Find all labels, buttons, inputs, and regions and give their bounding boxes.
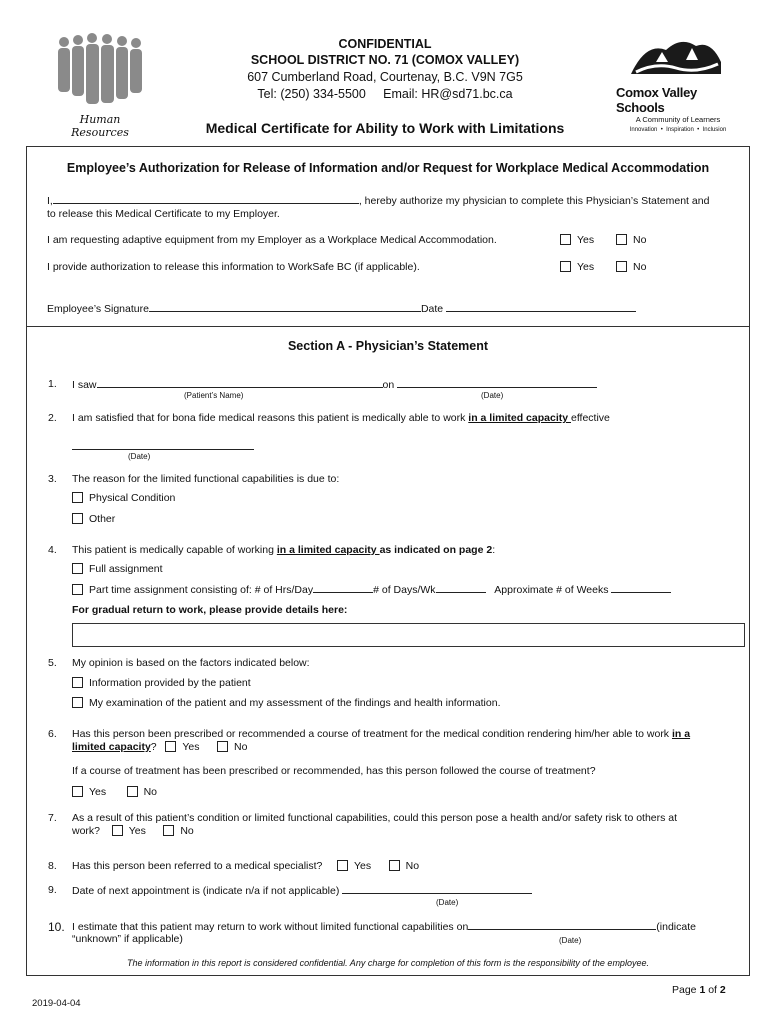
confidentiality-note: The information in this report is considered confidential. Any charge for completion of this form is the responsibility of the employee. xyxy=(127,958,649,968)
authorize-line: I, , hereby authorize my physician to complete this Physician’s Statement and xyxy=(47,195,710,207)
checkbox[interactable] xyxy=(616,234,627,245)
q1-text: I saw on xyxy=(72,378,597,392)
patient-info-option[interactable]: Information provided by the patient xyxy=(72,677,251,690)
mountain-wave-icon xyxy=(626,32,726,82)
revision-date: 2019-04-04 xyxy=(32,998,81,1009)
q8-number: 8. xyxy=(48,860,57,872)
checkbox[interactable] xyxy=(72,697,83,708)
return-date-caption: (Date) xyxy=(559,936,582,945)
header-contact: Tel: (250) 334-5500 Email: HR@sd71.bc.ca xyxy=(257,87,513,101)
q9-number: 9. xyxy=(48,884,57,896)
next-appointment-field[interactable] xyxy=(342,884,532,894)
q10-number: 10. xyxy=(48,920,65,934)
days-per-week-field[interactable] xyxy=(436,583,486,593)
effective-date-caption: (Date) xyxy=(128,452,151,461)
seen-date-field[interactable] xyxy=(397,378,597,388)
checkbox[interactable] xyxy=(72,492,83,503)
hr-logo-caption: Human Resources xyxy=(71,113,129,139)
q6-text-cont: limited capacity? Yes No xyxy=(72,741,248,753)
q2-number: 2. xyxy=(48,412,57,424)
q6-followup-options: Yes No xyxy=(72,786,157,799)
effective-date-field[interactable] xyxy=(72,440,254,450)
signature-date-field[interactable] xyxy=(446,302,636,312)
authorization-heading: Employee’s Authorization for Release of Information and/or Request for Workplace Medical Accommodation xyxy=(66,161,710,175)
hrs-per-day-field[interactable] xyxy=(313,583,373,593)
patient-name-field[interactable] xyxy=(97,378,383,388)
q4-text: This patient is medically capable of working in a limited capacity as indicated on page 2: xyxy=(72,544,496,556)
weeks-field[interactable] xyxy=(611,583,671,593)
checkbox[interactable] xyxy=(72,513,83,524)
q8-no-checkbox[interactable] xyxy=(389,860,400,871)
signature-line: Employee’s Signature Date xyxy=(47,302,636,315)
q6-text: Has this person been prescribed or recommended a course of treatment for the medical condition rendering him/her able to work in a xyxy=(72,728,691,740)
checkbox[interactable] xyxy=(616,261,627,272)
worksafe-authorization-text: I provide authorization to release this information to WorkSafe BC (if applicable). xyxy=(47,261,420,273)
equipment-request-text: I am requesting adaptive equipment from my Employer as a Workplace Medical Accommodation. xyxy=(47,234,497,246)
checkbox[interactable] xyxy=(72,584,83,595)
examination-option[interactable]: My examination of the patient and my assessment of the findings and health information. xyxy=(72,697,500,710)
worksafe-no-option[interactable]: No xyxy=(616,261,646,273)
q7-no-checkbox[interactable] xyxy=(163,825,174,836)
authorize-line-cont: to release this Medical Certificate to my Employer. xyxy=(47,208,280,220)
next-appointment-caption: (Date) xyxy=(436,898,459,907)
q7-number: 7. xyxy=(48,812,57,824)
q5-number: 5. xyxy=(48,657,57,669)
page-title: Medical Certificate for Ability to Work with Limitations xyxy=(205,120,565,136)
header-district: SCHOOL DISTRICT NO. 71 (COMOX VALLEY) xyxy=(250,53,520,67)
q8-text: Has this person been referred to a medical specialist? Yes No xyxy=(72,860,420,872)
physical-condition-option[interactable]: Physical Condition xyxy=(72,492,175,505)
q6-no-checkbox[interactable] xyxy=(217,741,228,752)
other-option[interactable]: Other xyxy=(72,513,115,526)
section-a-heading: Section A - Physician’s Statement xyxy=(287,339,489,353)
q10-text-cont: “unknown” if applicable) xyxy=(72,933,183,945)
worksafe-yes-option[interactable]: Yes xyxy=(560,261,594,273)
q6-followup-yes-checkbox[interactable] xyxy=(72,786,83,797)
full-assignment-option[interactable]: Full assignment xyxy=(72,563,163,576)
logo-motto: Innovation • Inspiration • Inclusion xyxy=(629,127,727,133)
q7-text-cont: work? Yes No xyxy=(72,825,194,837)
q10-text: I estimate that this patient may return to work without limited functional capabilities on (indicate xyxy=(72,921,696,933)
q8-yes-checkbox[interactable] xyxy=(337,860,348,871)
q4-number: 4. xyxy=(48,544,57,556)
return-date-field[interactable] xyxy=(468,920,656,930)
comox-valley-schools-logo xyxy=(616,32,740,133)
checkbox[interactable] xyxy=(72,677,83,688)
q7-text: As a result of this patient’s condition or limited functional capabilities, could this person pose a health and/or safety risk to others at xyxy=(72,812,678,824)
equipment-yes-option[interactable]: Yes xyxy=(560,234,594,246)
employee-name-field[interactable] xyxy=(53,194,359,204)
logo-name: Comox Valley Schools xyxy=(616,85,697,115)
page-number: Page 1 of 2 xyxy=(672,984,726,996)
checkbox[interactable] xyxy=(560,234,571,245)
q7-yes-checkbox[interactable] xyxy=(112,825,123,836)
part-time-option[interactable]: Part time assignment consisting of: # of Hrs/Day # of Days/Wk Approximate # of Weeks xyxy=(72,583,671,597)
q6-followup-no-checkbox[interactable] xyxy=(127,786,138,797)
checkbox[interactable] xyxy=(72,563,83,574)
patient-name-caption: (Patient’s Name) xyxy=(184,391,244,400)
logo-tagline: A Community of Learners xyxy=(635,115,721,124)
q1-number: 1. xyxy=(48,378,57,390)
q6-yes-checkbox[interactable] xyxy=(165,741,176,752)
equipment-no-option[interactable]: No xyxy=(616,234,646,246)
q5-text: My opinion is based on the factors indicated below: xyxy=(72,657,310,669)
q9-text: Date of next appointment is (indicate n/a if not applicable) xyxy=(72,884,532,898)
seen-date-caption: (Date) xyxy=(481,391,504,400)
signature-field[interactable] xyxy=(149,302,421,312)
header-address: 607 Cumberland Road, Courtenay, B.C. V9N 7G5 xyxy=(247,70,523,84)
q3-text: The reason for the limited functional capabilities is due to: xyxy=(72,473,340,485)
q6-number: 6. xyxy=(48,728,57,740)
checkbox[interactable] xyxy=(560,261,571,272)
q3-number: 3. xyxy=(48,473,57,485)
gradual-return-label: For gradual return to work, please provide details here: xyxy=(72,604,348,616)
header-confidential: CONFIDENTIAL xyxy=(338,37,432,51)
q6-followup-text: If a course of treatment has been prescribed or recommended, has this person followed the course of treatment? xyxy=(72,765,596,777)
gradual-return-details-input[interactable] xyxy=(72,623,745,647)
q2-text: I am satisfied that for bona fide medical reasons this patient is medically able to work in a limited capacity effective xyxy=(72,412,610,424)
